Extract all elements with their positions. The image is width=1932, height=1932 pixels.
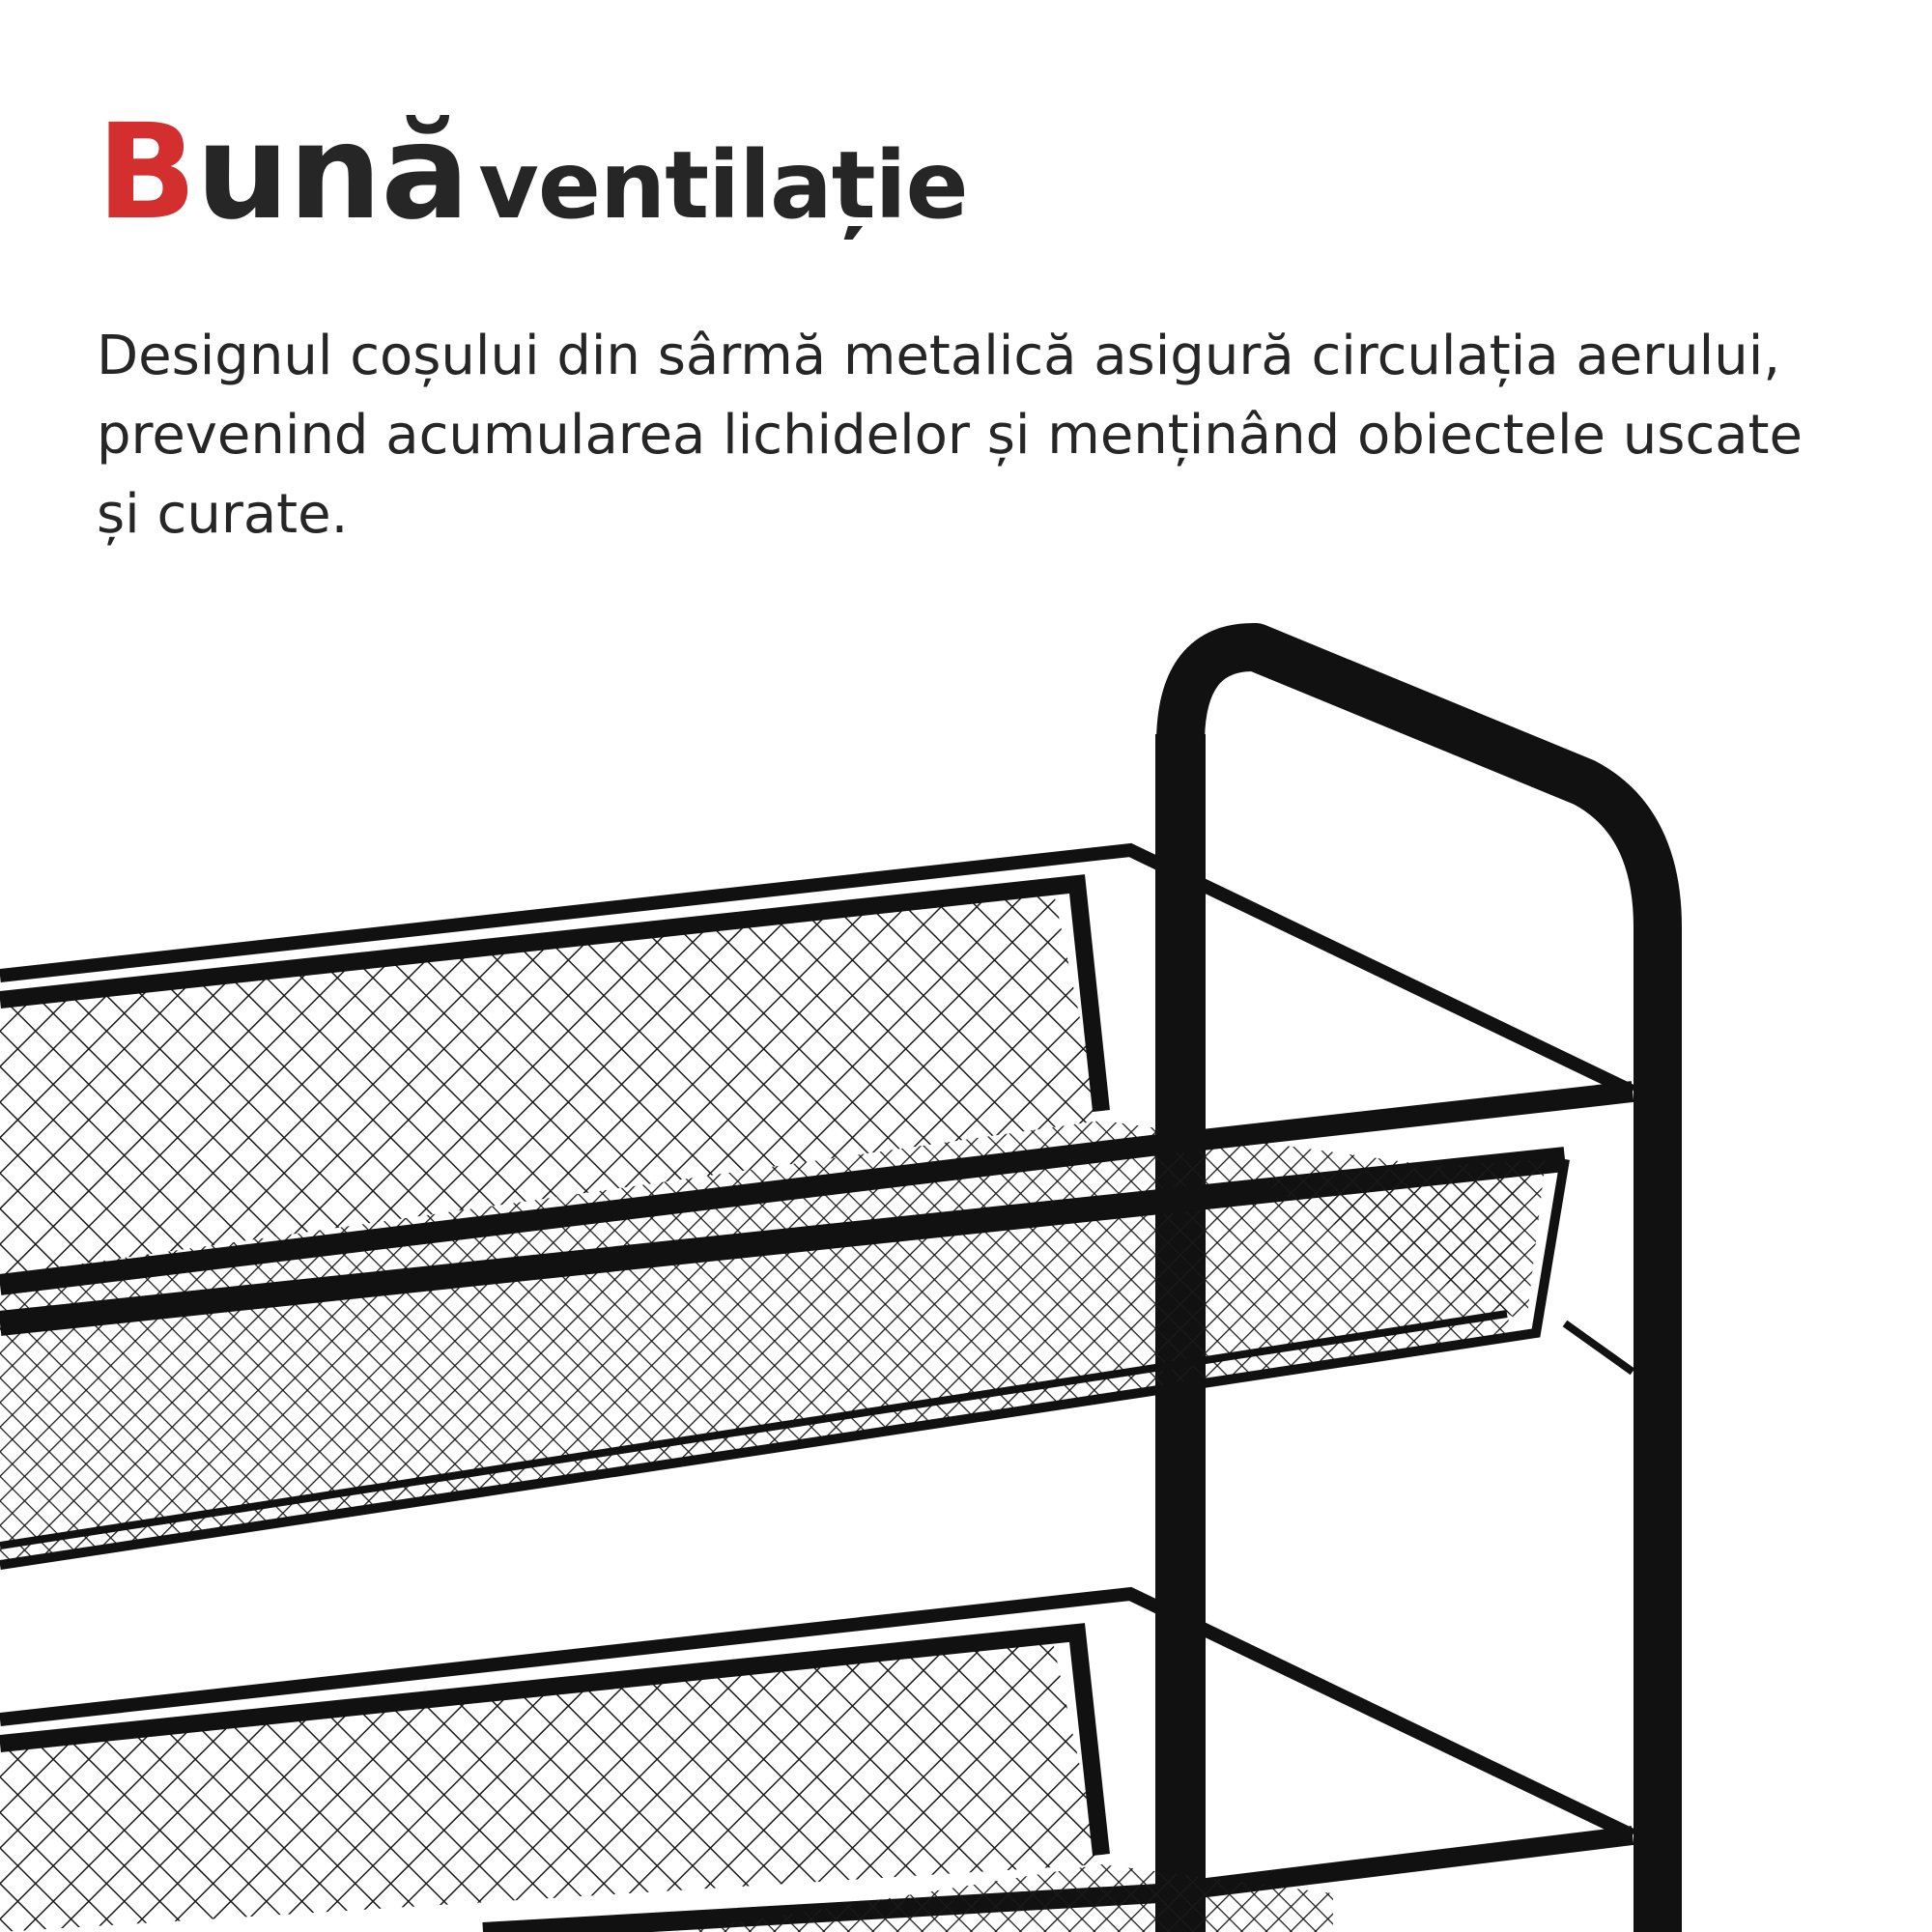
feature-description: Designul coșului din sârmă metalică asigură circulația aerului, prevenind acumularea lichidelor și menținând obiectele uscate și curate. xyxy=(97,325,1803,546)
title-first-word-rest: ună xyxy=(195,97,469,249)
title-accent-letter: B xyxy=(97,97,196,249)
feature-title xyxy=(97,97,968,249)
title-second-word: ventilație xyxy=(478,131,968,240)
mesh-rack-illustration xyxy=(0,618,1932,1932)
upper-basket-hook xyxy=(1565,1323,1633,1372)
